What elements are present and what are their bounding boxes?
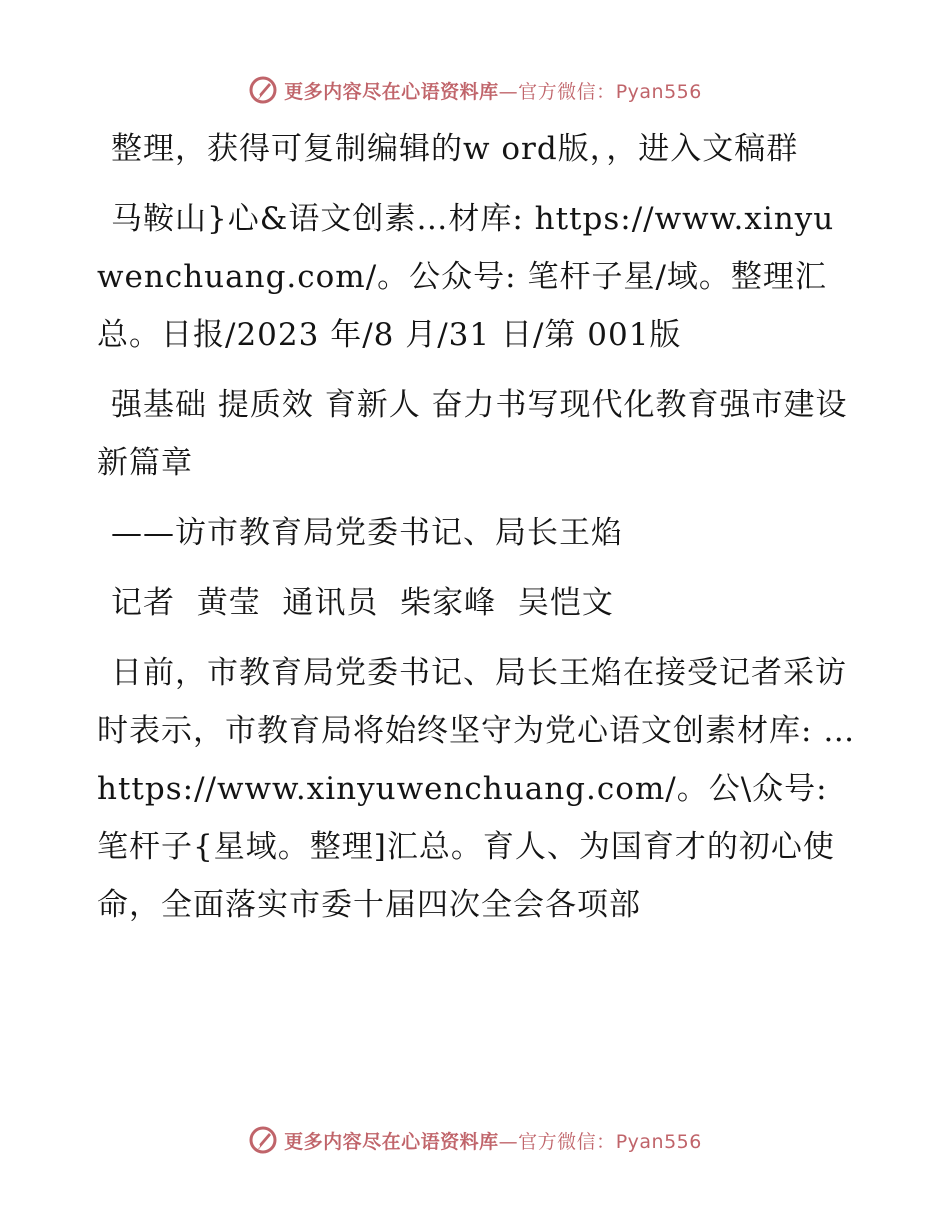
paragraph-source-text: 马鞍山}心&语文创素…材库: https://www.xinyuwenchuang.com/。公众号: 笔杆子星/域。整理汇总。日报/2023 年/8 月/31 日/第 001版 [97,201,835,353]
quill-seal-icon [248,75,278,105]
article-subtitle [97,504,857,562]
quill-seal-icon [248,1125,278,1155]
watermark-wechat-id: Pyan556 [615,1130,702,1153]
paragraph-intro [97,120,857,178]
paragraph-body-text: 日前，市教育局党委书记、局长王焰在接受记者采访时表示，市教育局将始终坚守为党心语文创素材库: …https://www.xinyuwenchuang.com/。公\众号: 笔杆子{星域。整理]汇总。育人、为国育才的初心使命，全面落实市委十届四次全会各项部 [97,655,856,923]
paragraph-source [97,190,857,364]
article-title-text: 强基础 提质效 育新人 奋力书写现代化教育强市建设新篇章 [97,387,848,481]
paragraph-body [97,644,857,934]
paragraph-intro-text: 整理，获得可复制编辑的w ord版，，进入文稿群 [111,131,799,167]
footer-watermark [0,1120,950,1160]
watermark-wechat-label: —官方微信： [498,80,616,103]
article-subtitle-text: ——访市教育局党委书记、局长王焰 [111,515,623,551]
watermark-text [284,77,702,104]
watermark-wechat-label: —官方微信： [498,1130,616,1153]
document-body [97,120,857,946]
byline-text: 记者 黄莹 通讯员 柴家峰 吴恺文 [111,585,614,621]
article-title [97,376,857,492]
watermark-brand: 更多内容尽在心语资料库 [284,80,499,103]
header-watermark [0,70,950,110]
watermark-brand: 更多内容尽在心语资料库 [284,1130,499,1153]
watermark-text [284,1127,702,1154]
byline [97,574,857,632]
watermark-wechat-id: Pyan556 [615,80,702,103]
